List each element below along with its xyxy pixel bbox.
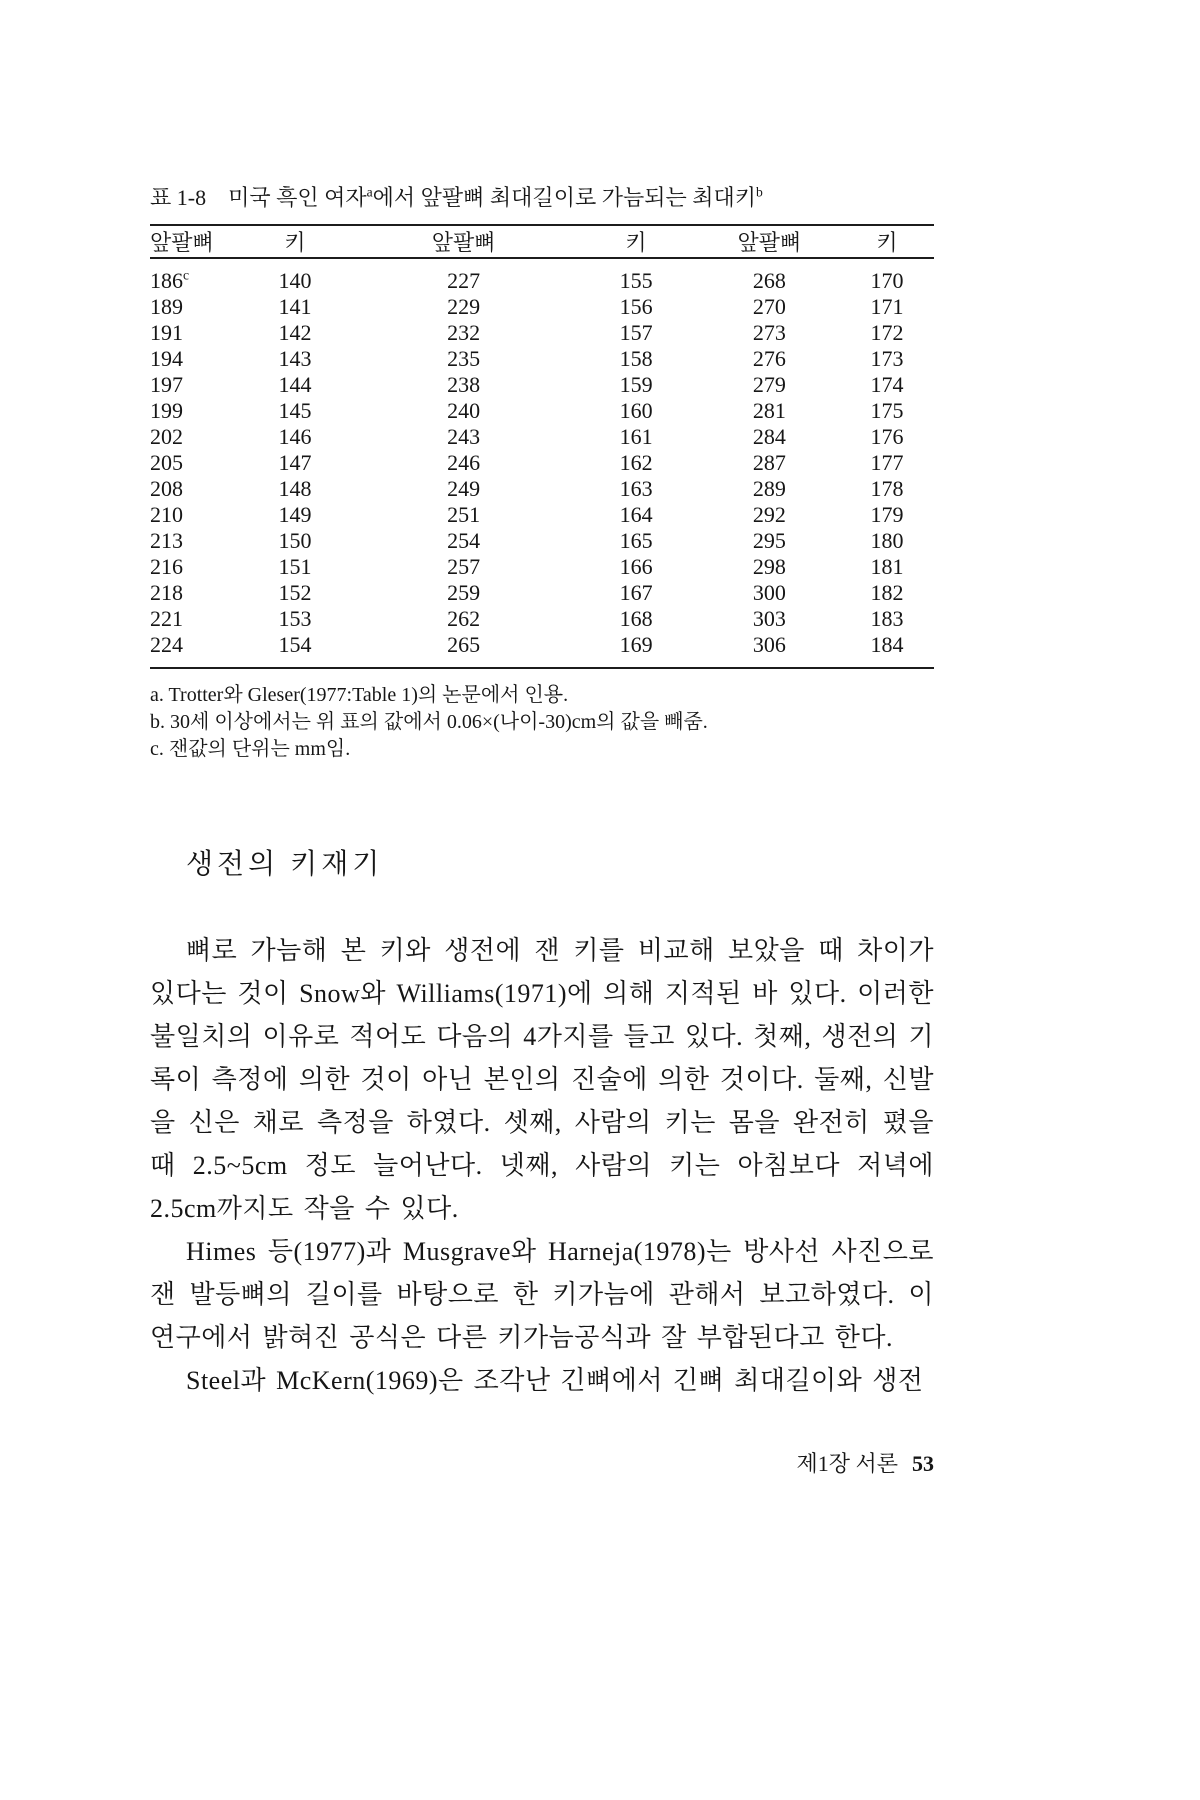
table-cell: 184 <box>870 632 904 657</box>
table-cell: 199 <box>150 398 183 423</box>
table-cell: 292 <box>752 502 786 527</box>
table-cell: 289 <box>752 476 786 501</box>
table-cell: 144 <box>278 372 312 397</box>
caption-part-1: 미국 흑인 여자 <box>228 185 367 210</box>
caption-part-2: 에서 앞팔뼈 최대길이로 가늠되는 최대키 <box>372 185 756 210</box>
table-row <box>150 372 934 398</box>
table-cell: 298 <box>752 554 786 579</box>
paragraph: Himes 등(1977)과 Musgrave와 Harneja(1978)는 방사선 사진으로 잰 발등뼈의 길이를 바탕으로 한 키가늠에 관해서 보고하였다. 이 연구에서 밝혀진 공식은 다른 키가늠공식과 잘 부합된다고 한다. <box>150 1237 934 1352</box>
table-cell: 142 <box>278 320 312 345</box>
table-cell: 148 <box>278 476 312 501</box>
table-body <box>150 258 934 668</box>
forearm-stature-table <box>150 224 934 669</box>
table-cell: 279 <box>752 372 786 397</box>
section-heading: 생전의 키재기 <box>186 849 384 880</box>
table-cell: 161 <box>619 424 653 449</box>
table-cell: 265 <box>447 632 481 657</box>
table-cell: 259 <box>447 580 481 605</box>
table-cell: 140 <box>278 268 312 293</box>
table-row <box>150 294 934 320</box>
table-cell: 182 <box>870 580 904 605</box>
table-row <box>150 632 934 668</box>
table-cell: 160 <box>619 398 653 423</box>
table-cell: 262 <box>447 606 481 631</box>
table-cell: 149 <box>278 502 312 527</box>
body-paragraphs <box>150 929 934 1402</box>
table-cell: 183 <box>870 606 904 631</box>
column-header: 앞팔뼈 <box>354 225 574 258</box>
footnote-marker-c: c <box>183 267 190 283</box>
table-cell: 164 <box>619 502 653 527</box>
table-cell: 156 <box>619 294 653 319</box>
table-cell: 145 <box>278 398 312 423</box>
table-cell: 151 <box>278 554 312 579</box>
table-cell: 218 <box>150 580 183 605</box>
table-cell: 169 <box>619 632 653 657</box>
table-cell: 174 <box>870 372 904 397</box>
table-cell: 300 <box>752 580 786 605</box>
table-cell: 216 <box>150 554 183 579</box>
footnote-marker-a: a <box>366 184 373 200</box>
table-cell: 189 <box>150 294 183 319</box>
footnote-marker-b: b <box>755 184 763 200</box>
table-cell: 243 <box>447 424 481 449</box>
column-header: 키 <box>840 225 934 258</box>
paragraph: 뼈로 가늠해 본 키와 생전에 잰 키를 비교해 보았을 때 차이가 있다는 것이 Snow와 Williams(1971)에 의해 지적된 바 있다. 이러한 불일치의 이유로 적어도 다음의 4가지를 들고 있다. 첫째, 생전의 기록이 측정에 의한 것이 아닌 본인의 진술에 의한 것이다. 둘째, 신발을 신은 채로 측정을 하였다. 셋째, 사람의 키는 몸을 완전히 폈을 때 2.5~5cm 정도 늘어난다. 넷째, 사람의 키는 아침보다 저녁에 2.5cm까지도 작을 수 있다. <box>150 936 934 1223</box>
table-cell: 158 <box>619 346 653 371</box>
table-cell: 254 <box>447 528 481 553</box>
table-cell: 186$^c$ <box>150 267 190 293</box>
table-header <box>150 225 934 258</box>
table-row <box>150 320 934 346</box>
table-cell: 179 <box>870 502 904 527</box>
table-row <box>150 502 934 528</box>
table-cell: 246 <box>447 450 481 475</box>
table-cell: 154 <box>278 632 312 657</box>
table-caption <box>150 184 934 212</box>
table-cell: 287 <box>752 450 786 475</box>
table-cell: 194 <box>150 346 183 371</box>
table-cell: 167 <box>619 580 653 605</box>
header-row <box>150 225 934 258</box>
table-cell: 165 <box>619 528 653 553</box>
table-footnote: a. Trotter와 Gleser(1977:Table 1)의 논문에서 인용. <box>150 684 569 706</box>
table-cell: 221 <box>150 606 183 631</box>
table-row <box>150 528 934 554</box>
table-cell: 153 <box>278 606 312 631</box>
table-cell: 270 <box>752 294 786 319</box>
table-cell: 240 <box>447 398 481 423</box>
table-cell: 150 <box>278 528 312 553</box>
table-cell: 166 <box>619 554 653 579</box>
table-cell: 170 <box>870 268 904 293</box>
table-cell: 276 <box>752 346 786 371</box>
chapter-title: 제1장 서론 <box>796 1451 898 1476</box>
table-cell: 171 <box>870 294 904 319</box>
table-cell: 175 <box>870 398 904 423</box>
table-cell: 180 <box>870 528 904 553</box>
table-row <box>150 258 934 294</box>
table-cell: 163 <box>619 476 653 501</box>
table-cell: 249 <box>447 476 481 501</box>
table-cell: 257 <box>447 554 481 579</box>
table-row <box>150 450 934 476</box>
table-cell: 295 <box>752 528 786 553</box>
table-cell: 251 <box>447 502 481 527</box>
table-cell: 155 <box>619 268 653 293</box>
table-cell: 173 <box>870 346 904 371</box>
paragraph: Steel과 McKern(1969)은 조각난 긴뼈에서 긴뼈 최대길이와 생전 <box>186 1366 924 1395</box>
table-cell: 197 <box>150 372 183 397</box>
table-row <box>150 606 934 632</box>
table-cell: 152 <box>278 580 312 605</box>
table-cell: 147 <box>278 450 312 475</box>
table-cell: 141 <box>278 294 312 319</box>
table-row <box>150 554 934 580</box>
column-header: 앞팔뼈 <box>150 225 236 258</box>
table-cell: 176 <box>870 424 904 449</box>
table-cell: 238 <box>447 372 481 397</box>
table-cell: 281 <box>752 398 786 423</box>
table-footnotes <box>150 682 934 763</box>
table-cell: 268 <box>752 268 786 293</box>
table-cell: 229 <box>447 294 481 319</box>
page-footer <box>150 1450 934 1478</box>
table-cell: 159 <box>619 372 653 397</box>
table-cell: 284 <box>752 424 786 449</box>
table-cell: 306 <box>752 632 786 657</box>
column-header: 키 <box>236 225 354 258</box>
table-cell: 208 <box>150 476 183 501</box>
table-cell: 232 <box>447 320 481 345</box>
table-row <box>150 580 934 606</box>
table-cell: 273 <box>752 320 786 345</box>
page-content <box>150 184 934 1478</box>
table-footnote: b. 30세 이상에서는 위 표의 값에서 0.06×(나이-30)cm의 값을 빼줌. <box>150 711 708 733</box>
table-cell: 213 <box>150 528 183 553</box>
table-row <box>150 398 934 424</box>
table-cell: 202 <box>150 424 183 449</box>
table-cell: 303 <box>752 606 786 631</box>
table-cell: 178 <box>870 476 904 501</box>
page-number: 53 <box>912 1451 934 1476</box>
table-cell: 143 <box>278 346 312 371</box>
table-cell: 172 <box>870 320 904 345</box>
table-cell: 181 <box>870 554 904 579</box>
table-cell: 146 <box>278 424 312 449</box>
table-cell: 224 <box>150 632 183 657</box>
table-cell: 168 <box>619 606 653 631</box>
table-cell: 191 <box>150 320 183 345</box>
table-cell: 205 <box>150 450 183 475</box>
table-row <box>150 424 934 450</box>
table-label: 표 1-8 <box>150 185 207 210</box>
table-row <box>150 476 934 502</box>
table-cell: 162 <box>619 450 653 475</box>
table-cell: 157 <box>619 320 653 345</box>
column-header: 키 <box>573 225 698 258</box>
table-cell: 177 <box>870 450 904 475</box>
table-cell: 235 <box>447 346 481 371</box>
column-header: 앞팔뼈 <box>699 225 840 258</box>
table-cell: 227 <box>447 268 481 293</box>
table-cell: 210 <box>150 502 183 527</box>
table-row <box>150 346 934 372</box>
table-footnote: c. 잰값의 단위는 mm임. <box>150 738 351 760</box>
